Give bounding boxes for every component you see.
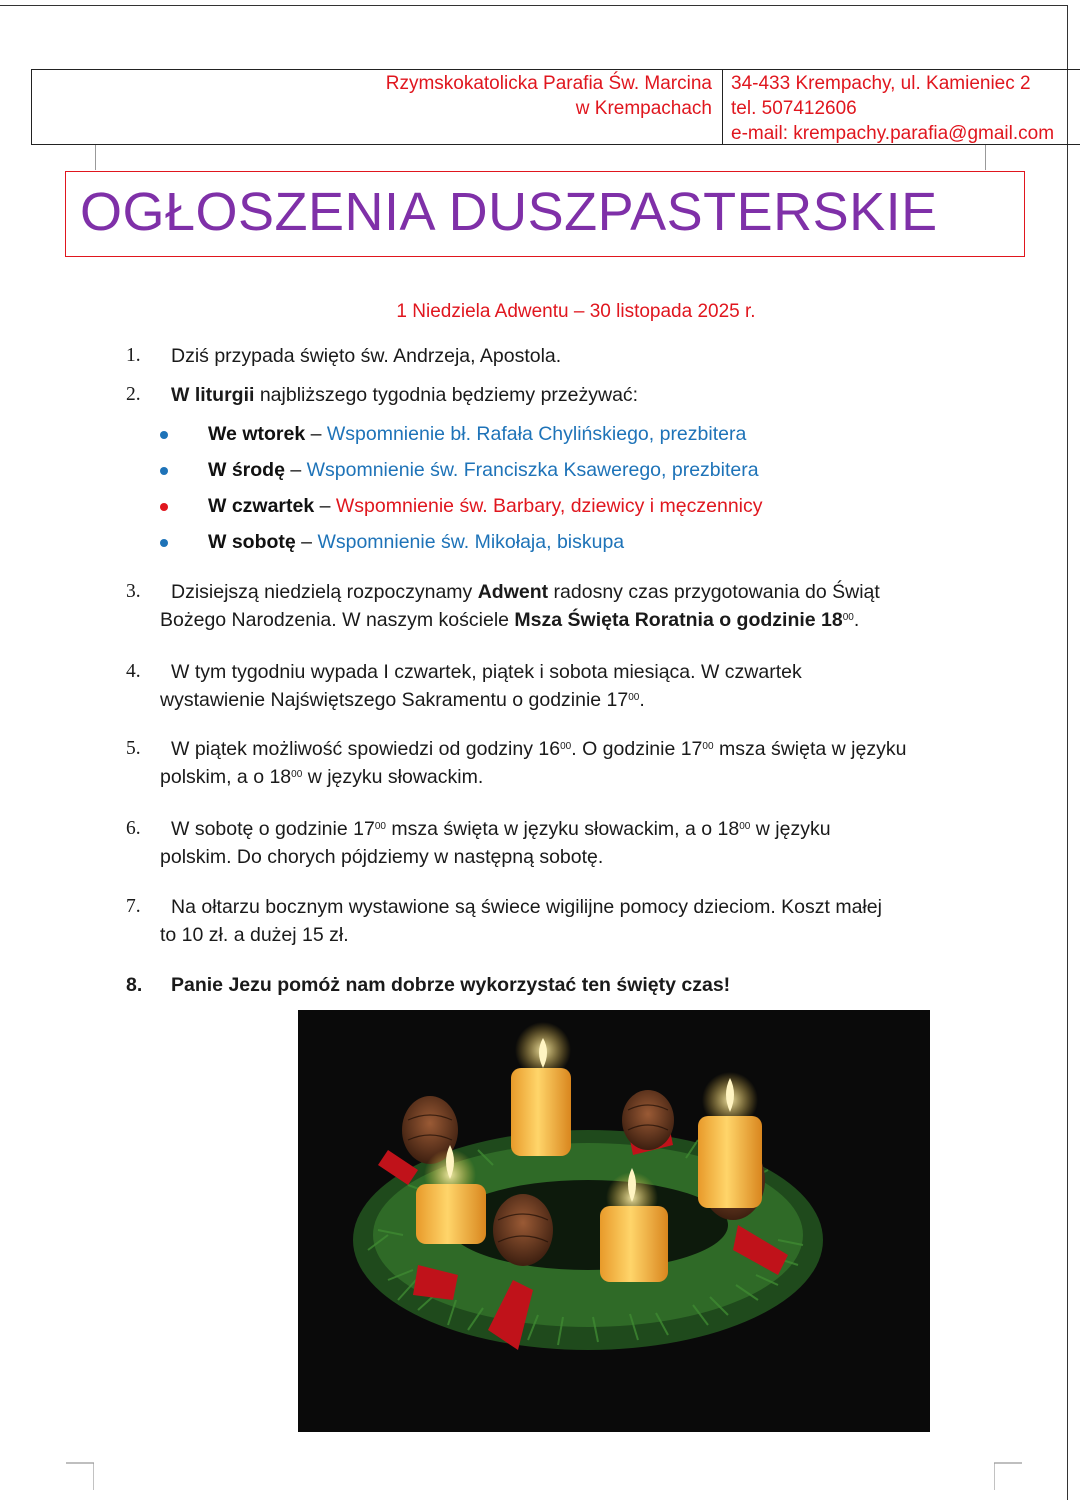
item-number: 6.: [126, 818, 141, 839]
item-text-part: .: [853, 609, 860, 631]
item-text-part: radosny czas przygotowania do Świąt: [548, 581, 880, 603]
item-number: 7.: [126, 896, 141, 917]
item-text: [126, 815, 1006, 843]
item-text-part: Bożego Narodzenia. W naszym kościele: [160, 609, 515, 631]
item-text: [126, 971, 1006, 999]
liturgy-item: [160, 492, 1000, 528]
item-text: [126, 735, 1006, 763]
item-text-bold: W liturgii: [171, 384, 255, 406]
phone: tel. 507412606: [731, 98, 857, 119]
superscript: 00: [739, 821, 751, 832]
liturgy-item: [160, 456, 1000, 492]
bullet-dot-icon: [160, 431, 168, 439]
item-text-line2: [126, 686, 1006, 714]
superscript: 00: [842, 612, 854, 623]
item-text-line2: [126, 763, 1006, 791]
superscript: 00: [374, 821, 386, 832]
liturgy-day: W środę: [208, 459, 285, 481]
liturgy-day: W czwartek: [208, 495, 315, 517]
superscript: 00: [291, 769, 303, 780]
parish-line-1: Rzymskokatolicka Parafia Św. Marcina: [385, 73, 712, 94]
list-item: [126, 658, 1006, 714]
liturgy-day: W sobotę: [208, 531, 296, 553]
item-text-part: W sobotę o godzinie 17: [171, 818, 375, 840]
separator: –: [295, 531, 318, 553]
item-number: 8.: [126, 974, 143, 996]
list-item: [126, 893, 1006, 949]
advent-wreath-photo: [298, 1010, 930, 1432]
page-edge: [0, 5, 1068, 6]
advent-wreath-illustration: [298, 1010, 930, 1432]
margin-mark: [985, 145, 986, 170]
separator: –: [314, 495, 336, 517]
liturgy-item: [160, 528, 1000, 564]
list-item: [126, 381, 1006, 409]
item-text-part: Dzisiejszą niedzielą rozpoczynamy: [171, 581, 478, 603]
item-text-rest: najbliższego tygodnia będziemy przeżywać:: [254, 384, 639, 406]
list-item: [126, 578, 1006, 634]
item-text-line2: polskim. Do chorych pójdziemy w następną sobotę.: [160, 846, 604, 868]
item-text-part: W piątek możliwość spowiedzi od godziny 16: [171, 738, 561, 760]
liturgy-feast: Wspomnienie św. Barbary, dziewicy i męczennicy: [335, 495, 763, 517]
item-text: Dziś przypada święto św. Andrzeja, Apostola.: [171, 345, 562, 367]
item-number: 5.: [126, 738, 141, 759]
item-text-bold: Msza Święta Roratnia o godzinie 18: [514, 609, 843, 631]
superscript: 00: [628, 692, 640, 703]
list-item: [126, 735, 1006, 791]
item-text-line2: [126, 606, 1006, 634]
parish-contact: [731, 71, 1080, 146]
page-title: OGŁOSZENIA DUSZPASTERSKIE: [80, 182, 938, 242]
item-text-part: msza święta w języku słowackim, a o 18: [385, 818, 740, 840]
liturgy-item: [160, 420, 1000, 456]
crop-mark-icon: [66, 1462, 94, 1490]
item-text-line2: to 10 zł. a dużej 15 zł.: [160, 924, 349, 946]
superscript: 00: [560, 741, 572, 752]
item-text: [126, 578, 1006, 606]
liturgy-feast: Wspomnienie św. Franciszka Ksawerego, prezbitera: [306, 459, 759, 481]
separator: –: [305, 423, 327, 445]
item-number: 3.: [126, 581, 141, 602]
item-text-bold: Panie Jezu pomóż nam dobrze wykorzystać ten święty czas!: [171, 974, 731, 996]
item-number: 4.: [126, 661, 141, 682]
item-number: 1.: [126, 345, 141, 366]
item-text-part: .: [639, 689, 645, 711]
parish-line-2: w Krempachach: [575, 98, 712, 119]
page-edge: [1067, 5, 1068, 1500]
item-text: [126, 381, 1006, 409]
email: e-mail: krempachy.parafia@gmail.com: [731, 123, 1055, 144]
bullet-dot-icon: [160, 503, 168, 511]
separator: –: [284, 459, 307, 481]
parish-name: [300, 71, 712, 121]
list-item: [126, 971, 1006, 999]
item-number: 2.: [126, 384, 141, 405]
subtitle: 1 Niedziela Adwentu – 30 listopada 2025 r.: [396, 301, 756, 322]
bullet-dot-icon: [160, 467, 168, 475]
item-text: Na ołtarzu bocznym wystawione są świece wigilijne pomocy dzieciom. Koszt małej: [171, 896, 882, 918]
list-item: [126, 342, 1006, 370]
item-text: W tym tygodniu wypada I czwartek, piątek i sobota miesiąca. W czwartek: [171, 661, 802, 683]
item-text-part: polskim, a o 18: [160, 766, 292, 788]
item-text-bold: Adwent: [477, 581, 549, 603]
liturgy-feast: Wspomnienie św. Mikołaja, biskupa: [317, 531, 625, 553]
margin-mark: [95, 145, 96, 170]
header-divider: [722, 69, 723, 145]
item-text-part: w języku słowackim.: [302, 766, 484, 788]
item-text-part: msza święta w języku: [713, 738, 907, 760]
crop-mark-icon: [994, 1462, 1022, 1490]
list-item: [126, 815, 1006, 871]
title-box: [65, 171, 1025, 257]
item-text-part: wystawienie Najświętszego Sakramentu o godzinie 17: [160, 689, 629, 711]
liturgy-list: [160, 420, 1000, 564]
superscript: 00: [702, 741, 714, 752]
item-text-part: . O godzinie 17: [571, 738, 703, 760]
item-text-part: w języku: [750, 818, 831, 840]
bullet-dot-icon: [160, 539, 168, 547]
liturgy-day: We wtorek: [208, 423, 306, 445]
liturgy-feast: Wspomnienie bł. Rafała Chylińskiego, prezbitera: [326, 423, 747, 445]
address: 34-433 Krempachy, ul. Kamieniec 2: [731, 73, 1031, 94]
